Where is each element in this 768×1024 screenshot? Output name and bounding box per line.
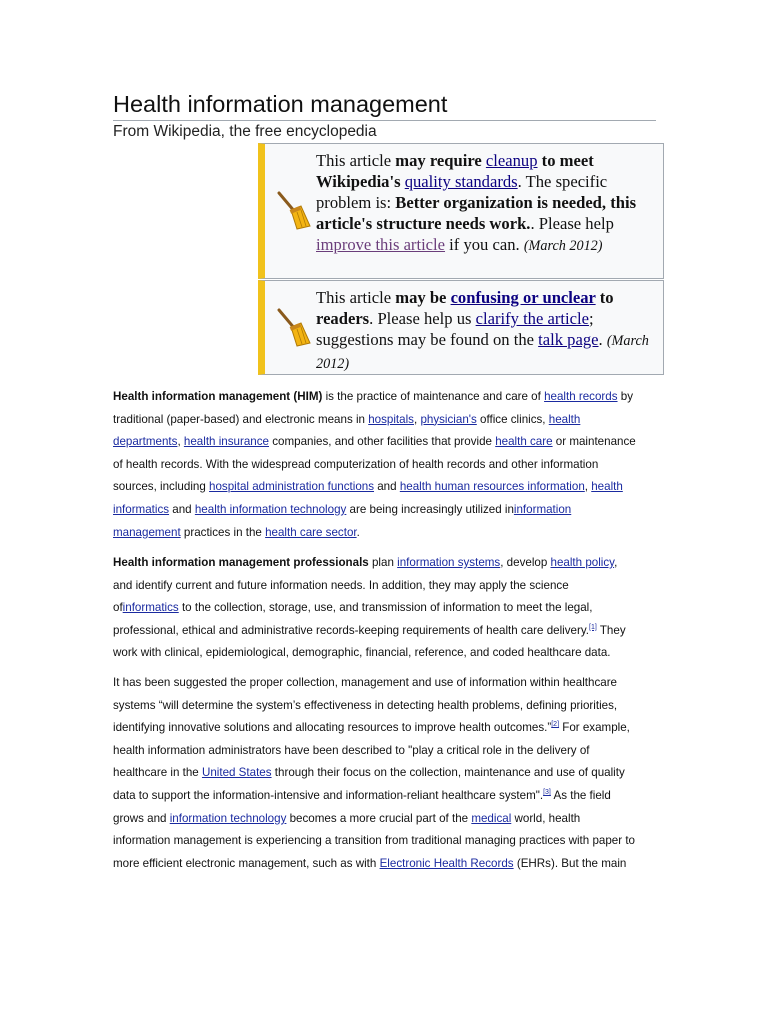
- health-insurance-link[interactable]: health insurance: [183, 435, 269, 449]
- notice-text: . The specific problem is:: [316, 172, 608, 212]
- text: traditional (paper-based) and electronic means in: [113, 412, 369, 426]
- text: by: [617, 390, 633, 403]
- text: and: [374, 480, 400, 494]
- notice-emphasis: Better organization is needed, this article's structure needs work.: [316, 193, 637, 233]
- lead-term: Health information management professionals: [113, 556, 369, 569]
- intro-paragraph: [113, 386, 653, 544]
- text: and: [169, 502, 195, 516]
- physicians-link[interactable]: physician's: [420, 412, 477, 426]
- confusing-notice: [258, 280, 664, 375]
- health-informatics-link[interactable]: health: [591, 480, 623, 494]
- hospital-administration-link[interactable]: hospital administration functions: [209, 480, 375, 494]
- text: world, health: [511, 811, 581, 825]
- text: health information administrators have been described to "play a critical role in the delivery of: [113, 743, 590, 757]
- paragraph-line: [113, 717, 653, 740]
- text: through their focus on the collection, maintenance and use of quality: [271, 766, 625, 780]
- paragraph-line: [113, 762, 653, 785]
- text: work with clinical, epidemiological, demographic, financial, reference, and coded healthcare data.: [113, 646, 611, 660]
- paragraph-line: [113, 830, 653, 853]
- text: professional, ethical and administrative records-keeping requirements of health care delivery.: [113, 623, 590, 637]
- text: .: [356, 525, 360, 539]
- text: are being increasingly utilized in: [346, 502, 514, 516]
- health-departments-link[interactable]: health: [548, 412, 581, 426]
- information-management-link[interactable]: management: [113, 525, 181, 539]
- text: healthcare in the: [113, 766, 202, 780]
- health-records-link[interactable]: health records: [544, 390, 618, 403]
- notice-text: This article: [316, 151, 396, 170]
- notice-text: ; suggestions may be found on the: [316, 309, 594, 349]
- paragraph-line: [113, 695, 653, 718]
- health-care-sector-link[interactable]: health care sector: [265, 525, 357, 539]
- paragraph-line: [113, 620, 653, 643]
- confusing-notice-text: [316, 287, 655, 375]
- text: becomes a more crucial part of the: [286, 811, 472, 825]
- text: (EHRs). But the main: [513, 856, 627, 870]
- paragraph-line: [113, 409, 653, 432]
- health-informatics-link[interactable]: informatics: [113, 502, 170, 516]
- health-departments-link[interactable]: departments: [113, 435, 178, 449]
- improve-article-link[interactable]: improve this article: [316, 235, 446, 254]
- text: They: [596, 623, 626, 637]
- importance-paragraph: [113, 672, 653, 875]
- text: office clinics,: [476, 412, 549, 426]
- cleanup-notice-text: [316, 150, 655, 257]
- citation-2-link[interactable]: [2]: [551, 721, 560, 729]
- text: For example,: [559, 721, 630, 735]
- cleanup-notice: [258, 143, 664, 279]
- text: more efficient electronic management, such as with: [113, 856, 380, 870]
- text: grows and: [113, 811, 170, 825]
- text: of: [113, 601, 123, 615]
- paragraph-line: [113, 785, 653, 808]
- paragraph-line: [113, 454, 653, 477]
- paragraph-line: [113, 740, 653, 763]
- notice-text: .: [598, 330, 607, 349]
- paragraph-line: [113, 597, 653, 620]
- text: or maintenance: [552, 435, 636, 449]
- talk-page-link[interactable]: talk page: [538, 330, 599, 349]
- notice-emphasis: may require: [395, 151, 486, 170]
- health-care-link[interactable]: health care: [495, 435, 553, 449]
- page-title: Health information management: [113, 89, 656, 121]
- text: data to support the information-intensive and information-reliant healthcare system".: [113, 788, 544, 802]
- paragraph-line: [113, 672, 653, 695]
- paragraph-line: [113, 642, 653, 665]
- text: ,: [584, 480, 592, 494]
- notice-emphasis: to readers: [316, 288, 614, 328]
- paragraph-line: [113, 552, 653, 575]
- notice-date: (March 2012): [316, 333, 649, 372]
- text: to the collection, storage, use, and transmission of information to meet the legal,: [178, 601, 593, 615]
- text: practices in the: [180, 525, 266, 539]
- text: companies, and other facilities that provide: [269, 435, 496, 449]
- text: of health records. With the widespread computerization of health records and other information: [113, 457, 599, 471]
- paragraph-line: [113, 499, 653, 522]
- paragraph-line: [113, 522, 653, 545]
- professionals-paragraph: [113, 552, 653, 665]
- notice-date: (March 2012): [523, 238, 603, 254]
- quality-standards-link[interactable]: quality standards: [404, 172, 518, 191]
- text: As the field: [550, 788, 611, 802]
- paragraph-line: [113, 476, 653, 499]
- medical-link[interactable]: medical: [471, 811, 512, 825]
- broom-icon: [275, 190, 311, 230]
- citation-1-link[interactable]: [1]: [589, 623, 597, 631]
- text: and identify current and future information needs. In addition, they may apply the science: [113, 578, 569, 592]
- notice-text: This article: [316, 288, 396, 307]
- electronic-health-records-link[interactable]: Electronic Health Records: [379, 856, 514, 870]
- text: ,: [614, 556, 618, 569]
- text: , develop: [500, 556, 551, 569]
- notice-emphasis: to meet Wikipedia's: [316, 151, 594, 191]
- health-hr-information-link[interactable]: health human resources information: [399, 480, 585, 494]
- information-systems-link[interactable]: information systems: [397, 556, 501, 569]
- health-it-link[interactable]: health information technology: [194, 502, 347, 516]
- confusing-unclear-link[interactable]: confusing or unclear: [450, 288, 596, 307]
- broom-icon: [275, 307, 311, 347]
- notice-text: if you can.: [445, 235, 524, 254]
- notice-emphasis: may be: [395, 288, 451, 307]
- notice-text: . Please help: [530, 214, 614, 233]
- text: plan: [368, 556, 398, 569]
- text: systems “will determine the system’s effectiveness in detecting health problems, defining priorities,: [113, 698, 618, 712]
- text: is the practice of maintenance and care of: [322, 390, 545, 403]
- citation-3-link[interactable]: [3]: [543, 788, 551, 796]
- hospitals-link[interactable]: hospitals: [368, 412, 414, 426]
- cleanup-link[interactable]: cleanup: [485, 151, 538, 170]
- text: sources, including: [113, 480, 210, 494]
- notice-text: . Please help us: [369, 309, 476, 328]
- informatics-link[interactable]: informatics: [122, 601, 179, 615]
- paragraph-line: [113, 808, 653, 831]
- information-management-link[interactable]: information: [513, 502, 572, 516]
- text: It has been suggested the proper collection, management and use of information within healthcare: [113, 676, 617, 689]
- united-states-link[interactable]: United States: [201, 766, 272, 780]
- paragraph-line: [113, 575, 653, 598]
- site-subtitle: From Wikipedia, the free encyclopedia: [113, 123, 377, 140]
- paragraph-line: [113, 386, 653, 409]
- text: identifying innovative solutions and allocating resources to improve health outcomes.”: [113, 721, 552, 735]
- paragraph-line: [113, 853, 653, 876]
- health-policy-link[interactable]: health policy: [550, 556, 615, 569]
- information-technology-link[interactable]: information technology: [169, 811, 287, 825]
- text: ,: [177, 435, 184, 449]
- paragraph-line: [113, 431, 653, 454]
- lead-term: Health information management (HIM): [113, 390, 323, 403]
- text: information management is experiencing a transition from traditional managing practices with paper to: [113, 834, 635, 848]
- text: ,: [413, 412, 421, 426]
- clarify-article-link[interactable]: clarify the article: [475, 309, 589, 328]
